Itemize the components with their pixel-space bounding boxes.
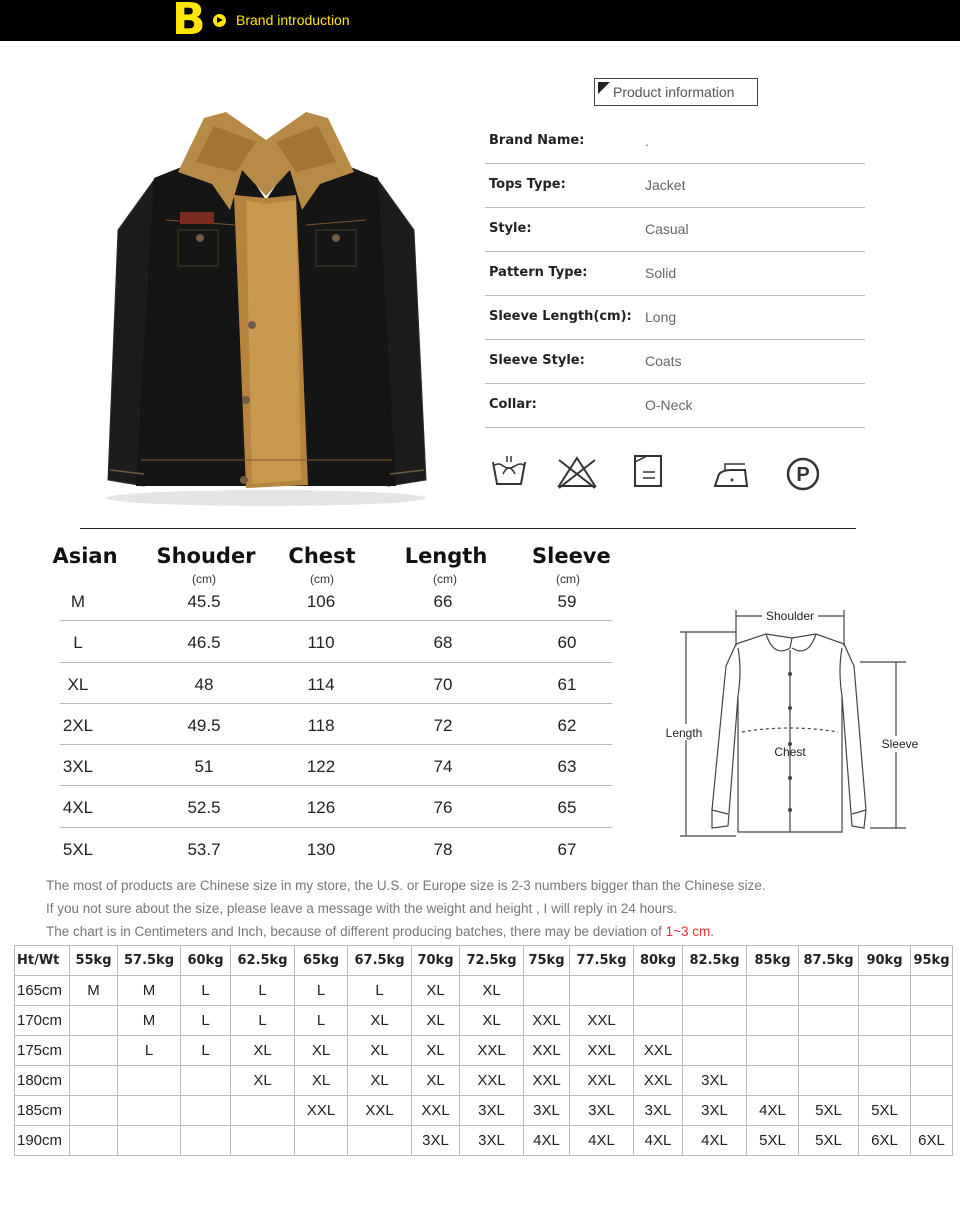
size-cell: 52.5 [187, 798, 221, 818]
table-cell: 3XL [683, 1066, 747, 1096]
table-cell: L [348, 976, 412, 1006]
table-cell: 4XL [570, 1126, 634, 1156]
table-cell: M [118, 976, 181, 1006]
table-cell: XL [348, 1066, 412, 1096]
table-cell [118, 1066, 181, 1096]
info-value: Jacket [645, 177, 686, 193]
table-cell: 185cm [15, 1096, 70, 1126]
header-cell: 95kg [911, 946, 953, 976]
table-cell: XXL [412, 1096, 460, 1126]
no-bleach-icon [555, 452, 599, 492]
table-cell [70, 1006, 118, 1036]
table-cell: XXL [524, 1036, 570, 1066]
table-cell: XL [348, 1006, 412, 1036]
measurement-diagram [656, 596, 926, 852]
height-weight-table [14, 945, 953, 1156]
size-cell: 62 [557, 715, 577, 735]
size-cell: 5XL [62, 839, 94, 859]
table-cell: 170cm [15, 1006, 70, 1036]
size-header-asian: Asian [52, 544, 118, 568]
size-cell: 66 [433, 592, 453, 611]
table-cell [634, 1006, 683, 1036]
product-info-tag-label: Product information [613, 84, 735, 100]
size-cell: 45.5 [187, 592, 221, 611]
table-cell [70, 1066, 118, 1096]
size-cell: 76 [433, 798, 453, 818]
table-cell: 4XL [747, 1096, 799, 1126]
size-notes [46, 874, 766, 943]
table-cell [70, 1126, 118, 1156]
table-cell [295, 1126, 348, 1156]
info-row [485, 384, 865, 428]
size-header-shoulder: Shouder [156, 544, 256, 568]
table-cell [799, 1066, 859, 1096]
diagram-length-label: Length [665, 726, 703, 740]
table-cell [799, 1006, 859, 1036]
table-cell: 3XL [683, 1096, 747, 1126]
size-row [60, 621, 612, 662]
table-cell: 5XL [747, 1126, 799, 1156]
table-cell [799, 976, 859, 1006]
header-cell: 87.5kg [799, 946, 859, 976]
info-label: Pattern Type: [489, 265, 588, 280]
size-row [60, 663, 612, 704]
table-cell: 5XL [799, 1126, 859, 1156]
table-cell [747, 1066, 799, 1096]
info-value: Casual [645, 221, 689, 237]
table-cell [70, 1036, 118, 1066]
table-cell: L [295, 976, 348, 1006]
size-unit-label: (cm) [310, 572, 334, 586]
size-cell: 126 [306, 798, 336, 818]
table-cell [634, 976, 683, 1006]
info-row [485, 340, 865, 384]
size-unit-label: (cm) [556, 572, 580, 586]
table-cell: 3XL [570, 1096, 634, 1126]
note-line [46, 920, 766, 943]
header-cell: 57.5kg [118, 946, 181, 976]
table-cell [747, 1036, 799, 1066]
size-unit-label: (cm) [433, 572, 457, 586]
iron-icon [711, 452, 751, 492]
table-cell [683, 1036, 747, 1066]
info-value: Solid [645, 265, 677, 281]
table-cell [911, 976, 953, 1006]
table-cell: XL [231, 1036, 295, 1066]
note-line: If you not sure about the size, please leave a message with the weight and height , I will reply in 24 hours. [46, 901, 678, 916]
header-cell: Ht/Wt [15, 946, 70, 976]
table-cell: L [295, 1006, 348, 1036]
header-cell: 85kg [747, 946, 799, 976]
hand-wash-icon [489, 452, 529, 492]
size-cell: 78 [433, 839, 453, 859]
table-cell: L [181, 1036, 231, 1066]
size-cell: 118 [307, 715, 335, 735]
size-cell: M [70, 592, 86, 611]
table-cell: XL [460, 1006, 524, 1036]
size-row [60, 745, 612, 786]
size-cell: 48 [194, 674, 214, 694]
header-cell: 60kg [181, 946, 231, 976]
info-label: Sleeve Style: [489, 353, 585, 368]
size-cell: 67 [557, 839, 577, 859]
svg-text:P: P [796, 464, 810, 486]
size-row [60, 580, 612, 621]
table-cell: 5XL [799, 1096, 859, 1126]
table-row [15, 1036, 953, 1066]
table-cell [683, 1006, 747, 1036]
table-cell: XL [412, 976, 460, 1006]
size-cell: 70 [433, 674, 453, 694]
table-cell [799, 1036, 859, 1066]
size-cell: 61 [557, 674, 577, 694]
size-cell: 122 [306, 757, 336, 777]
table-row [15, 1006, 953, 1036]
size-cell: 110 [307, 633, 335, 653]
table-cell: 3XL [460, 1126, 524, 1156]
table-cell: XXL [460, 1066, 524, 1096]
table-cell: XXL [570, 1006, 634, 1036]
table-cell: 190cm [15, 1126, 70, 1156]
table-cell [747, 1006, 799, 1036]
table-cell: 3XL [412, 1126, 460, 1156]
table-cell [181, 1096, 231, 1126]
table-cell: XXL [295, 1096, 348, 1126]
care-icons [485, 452, 845, 498]
table-cell: XXL [460, 1036, 524, 1066]
table-cell: XL [295, 1066, 348, 1096]
header-cell: 70kg [412, 946, 460, 976]
table-cell [859, 1036, 911, 1066]
table-row [15, 1096, 953, 1126]
info-label: Sleeve Length(cm): [489, 309, 632, 324]
product-info-tag [594, 78, 758, 106]
table-row [15, 1066, 953, 1096]
table-cell: 6XL [911, 1126, 953, 1156]
table-cell: XXL [570, 1066, 634, 1096]
table-cell: XL [348, 1036, 412, 1066]
table-cell [911, 1006, 953, 1036]
table-cell: XXL [524, 1006, 570, 1036]
info-value: . [645, 133, 649, 149]
table-cell [348, 1126, 412, 1156]
size-cell: L [73, 633, 83, 653]
size-cell: 114 [307, 674, 335, 694]
section-divider [80, 528, 856, 529]
table-cell: XL [460, 976, 524, 1006]
table-cell: L [231, 1006, 295, 1036]
table-cell [859, 1066, 911, 1096]
corner-triangle-icon [598, 82, 610, 94]
table-cell: M [118, 1006, 181, 1036]
table-cell: L [118, 1036, 181, 1066]
brand-header [0, 0, 960, 45]
size-header-chest: Chest [288, 544, 356, 568]
table-cell: XXL [524, 1066, 570, 1096]
size-cell: 46.5 [187, 633, 221, 653]
table-cell: 175cm [15, 1036, 70, 1066]
size-cell: 49.5 [187, 715, 221, 735]
table-cell: L [181, 1006, 231, 1036]
table-cell: XL [412, 1006, 460, 1036]
size-cell: XL [67, 674, 89, 694]
table-cell [859, 976, 911, 1006]
table-cell: XL [295, 1036, 348, 1066]
size-cell: 68 [433, 633, 453, 653]
table-cell [118, 1126, 181, 1156]
size-row [60, 828, 612, 869]
table-cell [570, 976, 634, 1006]
table-cell [231, 1096, 295, 1126]
size-cell: 4XL [62, 798, 94, 818]
table-cell: 5XL [859, 1096, 911, 1126]
size-cell: 65 [557, 798, 577, 818]
table-cell: 3XL [524, 1096, 570, 1126]
table-cell: XL [412, 1066, 460, 1096]
info-row [485, 208, 865, 252]
table-cell: XL [412, 1036, 460, 1066]
size-cell: 53.7 [187, 839, 221, 859]
info-label: Brand Name: [489, 133, 585, 148]
size-chart-table [60, 580, 612, 869]
table-cell: 180cm [15, 1066, 70, 1096]
table-cell [859, 1006, 911, 1036]
header-cell: 75kg [524, 946, 570, 976]
table-cell: M [70, 976, 118, 1006]
diagram-shoulder-label: Shoulder [765, 609, 815, 623]
size-cell: 74 [433, 757, 453, 777]
header-cell: 82.5kg [683, 946, 747, 976]
table-cell: XXL [634, 1036, 683, 1066]
table-cell [181, 1066, 231, 1096]
header-cell: 65kg [295, 946, 348, 976]
table-cell [231, 1126, 295, 1156]
table-cell [683, 976, 747, 1006]
table-cell: L [231, 976, 295, 1006]
size-cell: 106 [306, 592, 336, 611]
size-unit-label: (cm) [192, 572, 216, 586]
table-cell: 4XL [524, 1126, 570, 1156]
header-cell: 80kg [634, 946, 683, 976]
size-cell: 3XL [62, 757, 94, 777]
table-cell: 3XL [460, 1096, 524, 1126]
diagram-chest-label: Chest [774, 745, 806, 759]
table-cell [70, 1096, 118, 1126]
product-photo [96, 100, 436, 506]
table-cell [911, 1066, 953, 1096]
header-cell: 90kg [859, 946, 911, 976]
table-cell: 4XL [683, 1126, 747, 1156]
size-cell: 59 [557, 592, 577, 611]
table-cell [181, 1126, 231, 1156]
dry-clean-p-icon [785, 452, 825, 492]
table-cell [118, 1096, 181, 1126]
table-cell: 3XL [634, 1096, 683, 1126]
table-cell [747, 976, 799, 1006]
size-cell: 2XL [62, 715, 94, 735]
info-row [485, 296, 865, 340]
info-row [485, 164, 865, 208]
size-cell: 63 [557, 757, 577, 777]
header-cell: 55kg [70, 946, 118, 976]
header-cell: 67.5kg [348, 946, 412, 976]
table-header-row [15, 946, 953, 976]
header-cell: 62.5kg [231, 946, 295, 976]
info-value: Coats [645, 353, 682, 369]
table-cell: 6XL [859, 1126, 911, 1156]
diagram-sleeve-label: Sleeve [881, 737, 919, 751]
size-cell: 51 [194, 757, 214, 777]
info-label: Style: [489, 221, 532, 236]
table-row [15, 976, 953, 1006]
table-cell: XL [231, 1066, 295, 1096]
size-header-sleeve: Sleeve [532, 544, 611, 568]
table-cell: XXL [634, 1066, 683, 1096]
table-cell: 4XL [634, 1126, 683, 1156]
table-cell: L [181, 976, 231, 1006]
table-cell: XXL [348, 1096, 412, 1126]
table-row [15, 1126, 953, 1156]
play-icon [213, 14, 226, 27]
info-label: Collar: [489, 397, 537, 412]
note-line: The most of products are Chinese size in my store, the U.S. or Europe size is 2-3 numbers bigger than the Chinese size. [46, 878, 766, 893]
header-cell: 72.5kg [460, 946, 524, 976]
info-label: Tops Type: [489, 177, 566, 192]
size-header-length: Length [404, 544, 488, 568]
deviation-highlight: 1~3 cm [665, 924, 711, 939]
size-row [60, 704, 612, 745]
brand-title: Brand introduction [236, 12, 350, 28]
table-cell [911, 1036, 953, 1066]
table-cell: 165cm [15, 976, 70, 1006]
table-cell: XXL [570, 1036, 634, 1066]
table-cell [524, 976, 570, 1006]
info-row [485, 252, 865, 296]
note-text: The chart is in Centimeters and Inch, because of different producing batches, there may be deviation of [46, 924, 666, 939]
product-info-table [485, 120, 865, 428]
dry-flat-icon [631, 452, 667, 492]
table-cell [911, 1096, 953, 1126]
size-cell: 130 [306, 839, 336, 859]
info-value: O-Neck [645, 397, 693, 413]
info-value: Long [645, 309, 677, 325]
note-text: . [710, 924, 715, 939]
info-row [485, 120, 865, 164]
size-row [60, 786, 612, 827]
size-cell: 60 [557, 633, 577, 653]
header-cell: 77.5kg [570, 946, 634, 976]
size-cell: 72 [433, 715, 453, 735]
brand-logo-letter: B [172, 0, 206, 45]
